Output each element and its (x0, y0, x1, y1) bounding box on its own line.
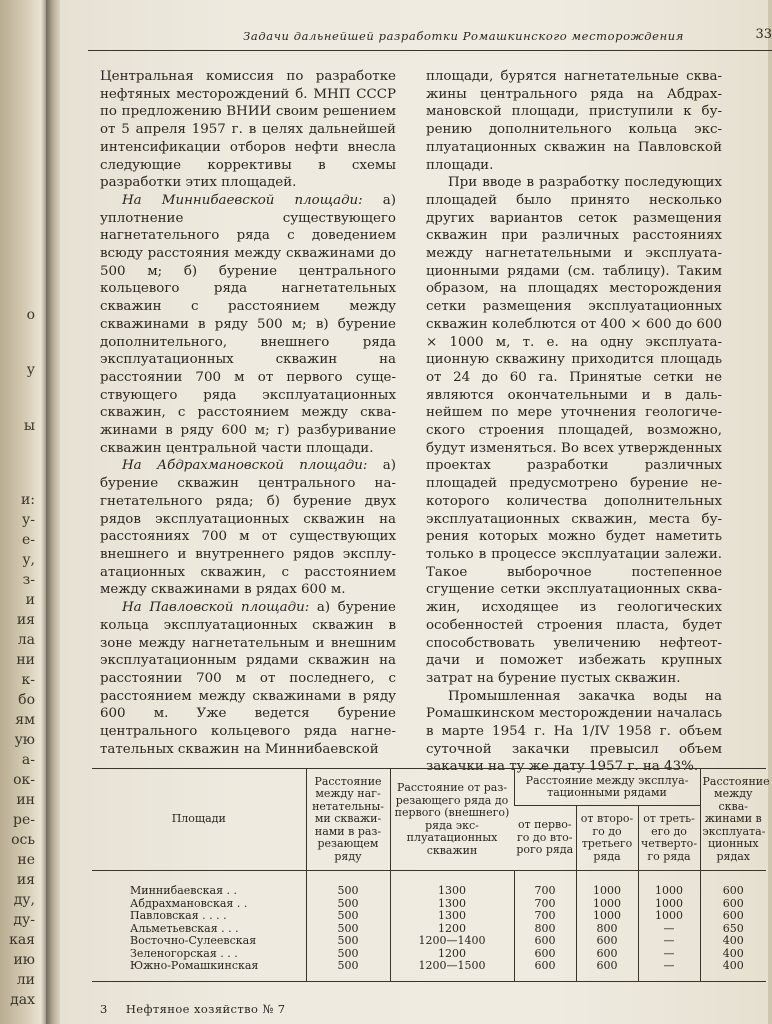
table-cell-cut: 1200 (390, 948, 514, 961)
running-title: Задачи дальнейшей разработки Ромашкинского месторождения (243, 29, 684, 43)
table-cell-r1: 600 (514, 948, 576, 961)
facing-page-fragment: и (25, 592, 35, 608)
table-cell-inj: 500 (306, 960, 390, 981)
facing-page-fragment: з- (22, 572, 35, 588)
table-cell-r1: 700 (514, 871, 576, 898)
table-cell-r1: 700 (514, 910, 576, 923)
facing-page-fragment: ду, (13, 892, 35, 908)
facing-page-fragment: ла (17, 632, 35, 648)
table-cell-prod: 400 (700, 935, 766, 948)
facing-page-fragment: не (17, 852, 35, 868)
paragraph-text: а) бурение скважин центрального нагнетательного ряда; б) бурение двух рядов эксплуатационных скважин на расстояниях 700 м от существующих внешнего и внутреннего рядов эксплуатационных скважин, с расстоянием между скважинами в рядах 600 м. (100, 458, 396, 598)
paragraph (100, 599, 396, 758)
printer-signature-mark: 3 (100, 1002, 108, 1016)
page-footer (100, 1002, 285, 1016)
table-cell-inj: 500 (306, 871, 390, 898)
journal-name: Нефтяное хозяйство № 7 (125, 1002, 286, 1016)
facing-page-fragment: ли (16, 972, 35, 988)
table-cell-prod: 400 (700, 948, 766, 961)
facing-page-fragment: ок- (13, 772, 35, 788)
facing-page-fragment: ям (15, 712, 35, 728)
facing-page-fragment: ре- (13, 812, 35, 828)
column-header-cut-to-first-row: Расстояние от разрезающего ряда до первого (внешнего) ряда эксплуатационных скважин (390, 769, 514, 871)
paragraph-text: Центральная комиссия по разработке нефтяных месторождений б. МНП СССР по предложению ВНИИ своим решением от 5 апреля 1957 г. в целях дальнейшей интенсификации отборов нефти внесла следующие коррективы в схемы разработки этих площадей. (100, 69, 396, 191)
table-cell-area: Павловская . . . . (130, 909, 227, 922)
table-cell-prod: 650 (700, 923, 766, 936)
table-cell-cut: 1300 (390, 898, 514, 911)
column-header-row1-row2: от первого до второго ряда (514, 806, 576, 871)
facing-page-fragment: ин (16, 792, 35, 808)
table-cell-inj: 500 (306, 898, 390, 911)
paragraph (100, 457, 396, 599)
facing-page-fragment: кая (9, 932, 35, 948)
facing-page-fragment: дах (10, 992, 35, 1008)
table-cell-area: Восточно-Сулеевская (130, 934, 257, 947)
table-cell-r1: 600 (514, 935, 576, 948)
table-cell-cut: 1300 (390, 871, 514, 898)
table-cell-area: Абдрахмановская . . (130, 896, 248, 910)
paragraph-text: а) бурение кольца эксплуатационных скважин в зоне между нагнетательным и внешним эксплуатационным рядами скважин на расстоянии 700 м от последнего, с расстоянием между скважинами в ряду 600 м. Уже ведется бурение центрального кольцевого ряда нагнетательных скважин на Миннибаевской (100, 600, 396, 757)
table-cell-prod: 400 (700, 960, 766, 981)
facing-page-fragment: ни (16, 652, 35, 668)
table-cell-inj: 500 (306, 910, 390, 923)
column-group-header-between-rows: Расстояние между эксплуатационными рядами (514, 769, 700, 806)
data-table (92, 769, 770, 981)
facing-page-fragment: ы (23, 418, 35, 434)
journal-page (60, 0, 772, 1024)
table-cell-r2: 1000 (576, 910, 638, 923)
table-body (92, 871, 766, 981)
facing-page-fragment: ось (11, 832, 35, 848)
facing-page-fragment: бо (18, 692, 35, 708)
page-number: 33 (755, 27, 772, 42)
facing-page-fragment: а- (21, 752, 35, 768)
table-cell-prod: 600 (700, 910, 766, 923)
paragraph (100, 68, 396, 192)
table-cell-cut: 1300 (390, 910, 514, 923)
table-cell-r3: — (638, 935, 700, 948)
paragraph (100, 192, 396, 458)
table-cell-area: Зеленогорская . . . (130, 946, 238, 960)
left-page-edge (0, 0, 48, 1024)
facing-page-fragment: у (26, 362, 35, 378)
table-cell-r1: 700 (514, 898, 576, 911)
paragraph (426, 174, 722, 687)
table-cell-area: Миннибаевская . . (92, 871, 306, 898)
area-heading: На Миннибаевской площади: (122, 192, 363, 208)
facing-page-fragment: ду- (13, 912, 35, 928)
table-cell-r3: — (638, 948, 700, 961)
table-cell-r2: 800 (576, 923, 638, 936)
table-row (92, 871, 766, 898)
facing-page-fragment: ию (13, 952, 35, 968)
paragraph-text: а) уплотнение существующего нагнетательного ряда с доведением всюду расстояния между скважинами до 500 м; б) бурение центрального кольцевого ряда нагнетательных скважин с расстоянием между скважинами в ряду 500 м; в) бурение дополнительного, внешнего ряда эксплуатационных скважин на расстоянии 700 м от первого существующего ряда эксплуатационных скважин, с расстоянием между скважинами в ряду 600 м; г) разбуривание скважин центральной части площади. (100, 192, 396, 456)
table-cell-r3: 1000 (638, 871, 700, 898)
table-row (92, 910, 766, 923)
facing-page-fragment: у- (22, 512, 35, 528)
table-cell-inj: 500 (306, 935, 390, 948)
table-cell-inj: 500 (306, 948, 390, 961)
table-cell-area: Альметьевская . . . (130, 921, 239, 935)
paragraph (426, 68, 722, 174)
table-cell-r2: 600 (576, 960, 638, 981)
table-cell-r1: 800 (514, 923, 576, 936)
facing-page-fragment: е- (21, 532, 35, 548)
facing-page-fragment: к- (21, 672, 35, 688)
table-row (92, 935, 766, 948)
table-cell-r2: 1000 (576, 898, 638, 911)
area-heading: На Павловской площади: (122, 600, 310, 616)
table-cell-cut: 1200 (390, 923, 514, 936)
right-text-column (426, 68, 722, 776)
table-cell-r3: 1000 (638, 898, 700, 911)
column-header-row3-row4: от третьего до четвертого ряда (638, 806, 700, 871)
area-heading: На Абдрахмановской площади: (122, 458, 368, 474)
table-cell-cut: 1200—1500 (390, 960, 514, 981)
page-header (88, 24, 772, 51)
paragraph-text: Промышленная закачка воды на Ромашкинском месторождении началась в марте 1954 г. На 1/IV 1958 г. объем суточной закачки превысил объем закачки на ту же дату 1957 г. на 43%. (426, 688, 722, 775)
facing-page-fragment: и: (20, 492, 35, 508)
column-header-production-spacing: Расстояние между скважинами в эксплуатационных рядах (700, 769, 766, 871)
table-cell-r2: 600 (576, 948, 638, 961)
column-header-area: Площади (171, 812, 226, 826)
table-cell-r3: — (638, 960, 700, 981)
table-cell-prod: 600 (700, 898, 766, 911)
table-cell-r2: 1000 (576, 871, 638, 898)
facing-page-fragment: ия (16, 612, 35, 628)
table-cell-inj: 500 (306, 923, 390, 936)
table-row (92, 960, 766, 981)
table-cell-prod: 600 (700, 871, 766, 898)
well-spacing-table (92, 768, 770, 982)
left-text-column (100, 68, 396, 758)
paragraph (426, 688, 722, 777)
table-cell-r3: 1000 (638, 910, 700, 923)
paragraph-text: площади, бурятся нагнетательные скважины центрального ряда на Абдрахмановской площади, приступили к бурению дополнительного кольца эксплуатационных скважин на Павловской площади. (426, 69, 722, 173)
facing-page-fragment: о (26, 307, 35, 323)
table-cell-r3: — (638, 923, 700, 936)
table-cell-r1: 600 (514, 960, 576, 981)
paragraph-text: При вводе в разработку последующих площадей было принято несколько других вариантов сеток размещения скважин при различных расстояниях между нагнетательными и эксплуатационными рядами (см. таблицу). Таким образом, на площадях месторождения сетки размещения эксплуатационных скважин колеблются от 400 × 600 до 600 × 1000 м, т. е. на одну эксплуатационную скважину приходится площадь от 24 до 60 га. Принятые сетки не являются окончательными и в дальнейшем по мере уточнения геологического строения площадей, возможно, будут изменяться. Во всех утвержденных проектах разработки различных площадей предусмотрено бурение некоторого количества дополнительных эксплуатационных скважин, места бурения которых можно будет наметить только в процессе эксплуатации залежи. Такое выборочное постепенное сгущение сетки эксплуатационных скважин, исходящее из геологических особенностей строения пласта, будет способствовать увеличению нефтеотдачи и поможет избежать крупных затрат на бурение пустых скважин. (426, 175, 722, 686)
facing-page-fragment: у, (22, 552, 35, 568)
column-header-injection-spacing: Расстояние между нагнетательными скважинами в разрезающем ряду (306, 769, 390, 871)
table-cell-cut: 1200—1400 (390, 935, 514, 948)
table-cell-area: Южно-Ромашкинская (130, 959, 259, 972)
facing-page-fragment: ую (14, 732, 35, 748)
facing-page-fragment: ия (16, 872, 35, 888)
table-cell-r2: 600 (576, 935, 638, 948)
column-header-row2-row3: от второго до третьего ряда (576, 806, 638, 871)
